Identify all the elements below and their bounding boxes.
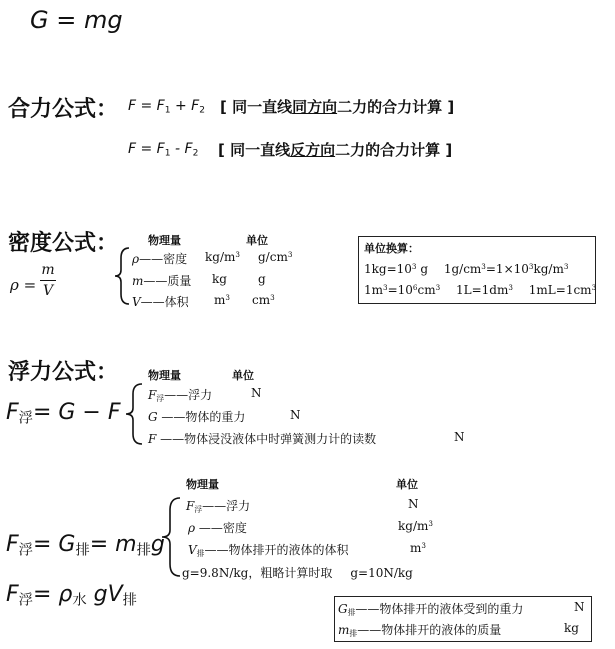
- density-brace: [113, 246, 133, 306]
- archimedes-col-unit: 单位: [396, 478, 418, 491]
- buoyancy-col-unit: 单位: [232, 369, 254, 382]
- buoyancy-formula-weighing: $F_浮= G - F$: [6, 400, 121, 427]
- buoyancy-row-unit: N: [290, 408, 301, 422]
- buoyancy-row: F ——物体浸没液体中时弹簧测力计的读数: [148, 432, 377, 446]
- archimedes-row-unit: $m^3$: [410, 541, 426, 555]
- density-heading: 密度公式：: [8, 231, 119, 256]
- archimedes-brace: [160, 496, 184, 578]
- displaced-liquid-row: $m_排——$物体排开的液体的质量: [338, 623, 502, 638]
- archimedes-row-unit: N: [408, 497, 419, 511]
- density-row-unit2: g: [258, 272, 266, 286]
- buoyancy-brace-1: [124, 382, 146, 446]
- density-row-unit2: $cm^3$: [252, 293, 275, 307]
- density-row: ρ——密度: [132, 252, 188, 266]
- buoyancy-formula-density: $F_浮= \rho_水$ $gV_排$: [6, 582, 137, 609]
- resultant-note-same: [ 同一直线同方向二力的合力计算 ]: [220, 98, 455, 116]
- fraction-bar: [40, 280, 56, 281]
- archimedes-row: ρ ——密度: [188, 521, 247, 535]
- resultant-note-opposite: [ 同一直线反方向二力的合力计算 ]: [218, 141, 453, 159]
- density-row-unit1: $m^3$: [214, 293, 230, 307]
- g-constant-note: g=9.8N/kg，粗略计算时取 g=10N/kg: [182, 566, 413, 580]
- unit-conversion-line: $1kg=10^3$ g $1g/cm^3=1\times 10^3kg/m^3$: [364, 262, 569, 276]
- displaced-liquid-unit: kg: [564, 621, 579, 635]
- density-numerator: m: [41, 262, 55, 278]
- density-row-unit1: kg: [212, 272, 227, 286]
- density-row: m——质量: [132, 274, 192, 288]
- resultant-heading: 合力公式：: [8, 97, 119, 122]
- buoyancy-formula-archimedes: $F_浮= G_排= m_排g$: [6, 532, 165, 559]
- resultant-formula-same: $F = F_1 + F_2$: [128, 98, 206, 116]
- displaced-liquid-unit: N: [574, 600, 585, 614]
- buoyancy-row: G ——物体的重力: [148, 410, 246, 424]
- archimedes-col-quantity: 物理量: [186, 478, 219, 491]
- density-row-unit1: $kg/m^3$: [205, 250, 240, 264]
- archimedes-row-unit: $kg/m^3$: [398, 519, 433, 533]
- resultant-formula-opposite: $F = F_1 - F_2$: [128, 141, 199, 159]
- unit-conversion-line: $1m^3=10^6cm^3$ $1L=1dm^3$ $1mL=1cm^3$: [364, 283, 597, 297]
- displaced-liquid-row: $G_排——$物体排开的液体受到的重力: [338, 602, 524, 617]
- archimedes-row: $F_浮——$浮力: [186, 499, 251, 514]
- density-rho: ρ =: [10, 276, 37, 294]
- buoyancy-row: $F_浮——$浮力: [148, 388, 213, 403]
- density-row: V——体积: [132, 295, 189, 309]
- density-col-unit: 单位: [246, 234, 268, 247]
- gravity-formula: G = mg: [30, 6, 123, 34]
- unit-conversion-title: 单位换算：: [364, 242, 419, 255]
- density-row-unit2: $g/cm^3$: [258, 250, 293, 264]
- density-col-quantity: 物理量: [148, 234, 181, 247]
- density-denominator: V: [42, 283, 54, 299]
- buoyancy-row-unit: N: [454, 430, 465, 444]
- buoyancy-row-unit: N: [251, 386, 262, 400]
- buoyancy-col-quantity: 物理量: [148, 369, 181, 382]
- buoyancy-heading: 浮力公式：: [8, 360, 119, 385]
- archimedes-row: $V_排——$物体排开的液体的体积: [188, 543, 349, 558]
